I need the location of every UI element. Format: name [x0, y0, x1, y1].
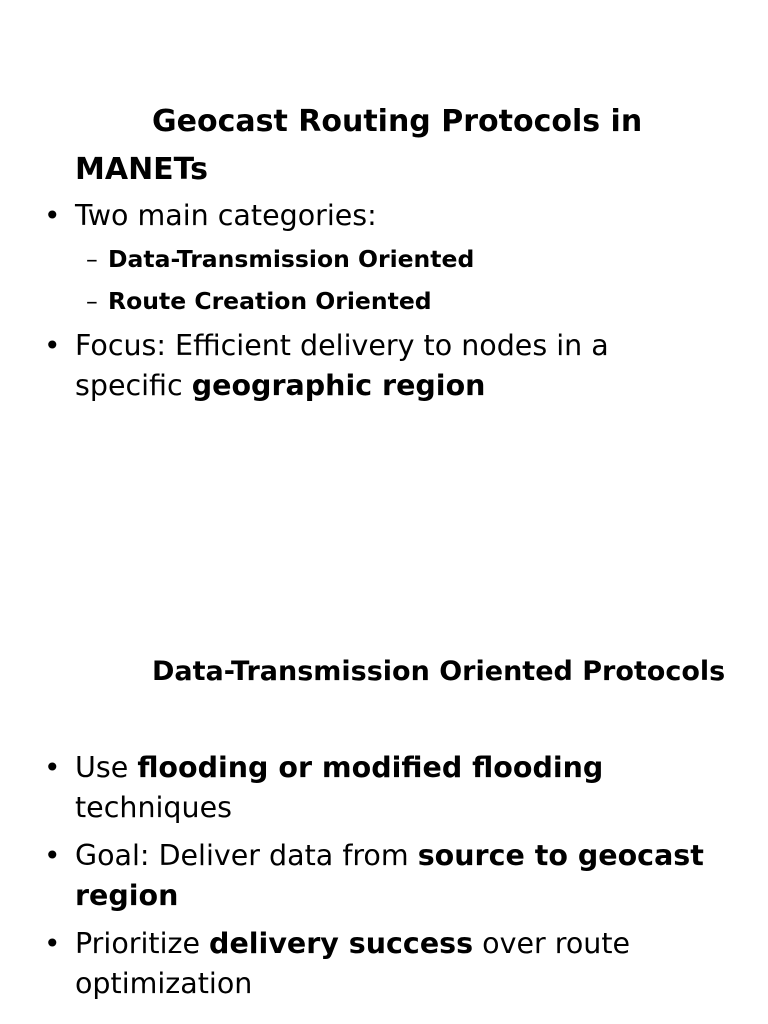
sub-bullet-text: Data-Transmission Oriented [108, 245, 475, 273]
bullet-text: Focus: Efficient delivery to nodes in a specific [75, 329, 609, 402]
section-title: Data-Transmission Oriented Protocols [152, 656, 726, 687]
sub-bullet-item [0, 280, 728, 322]
bullet-bold-text: geographic region [191, 369, 486, 402]
bullet-text: Use [75, 751, 138, 784]
bullet-icon: • [44, 199, 61, 232]
bullet-icon: • [44, 839, 61, 872]
bullet-bold-text: delivery success [209, 927, 474, 960]
sub-bullet-text: Route Creation Oriented [108, 287, 432, 315]
bullet-item [0, 196, 715, 236]
slide-title: Geocast Routing Protocols in MANETs [75, 104, 643, 187]
bullet-text: techniques [75, 791, 232, 824]
dash-icon: – [86, 245, 98, 273]
bullet-icon: • [44, 751, 61, 784]
bullet-item [0, 924, 715, 1004]
dash-icon: – [86, 287, 98, 315]
bullet-bold-text: source to geocast region [75, 839, 704, 912]
bullet-icon: • [44, 927, 61, 960]
bullet-text: over route optimization [75, 927, 631, 1000]
slide2-bullet-list [0, 748, 715, 1004]
bullet-text: Prioritize [75, 927, 210, 960]
bullet-text: Goal: Deliver data from [75, 839, 418, 872]
bullet-item [0, 748, 715, 828]
bullet-item [0, 836, 715, 916]
bullet-item [0, 326, 715, 406]
sub-bullet-item [0, 238, 728, 280]
bullet-icon: • [44, 329, 61, 362]
slide1-bullet-list [0, 196, 728, 406]
bullet-bold-text: flooding or modified flooding [137, 751, 604, 784]
bullet-text: Two main categories: [75, 199, 377, 232]
